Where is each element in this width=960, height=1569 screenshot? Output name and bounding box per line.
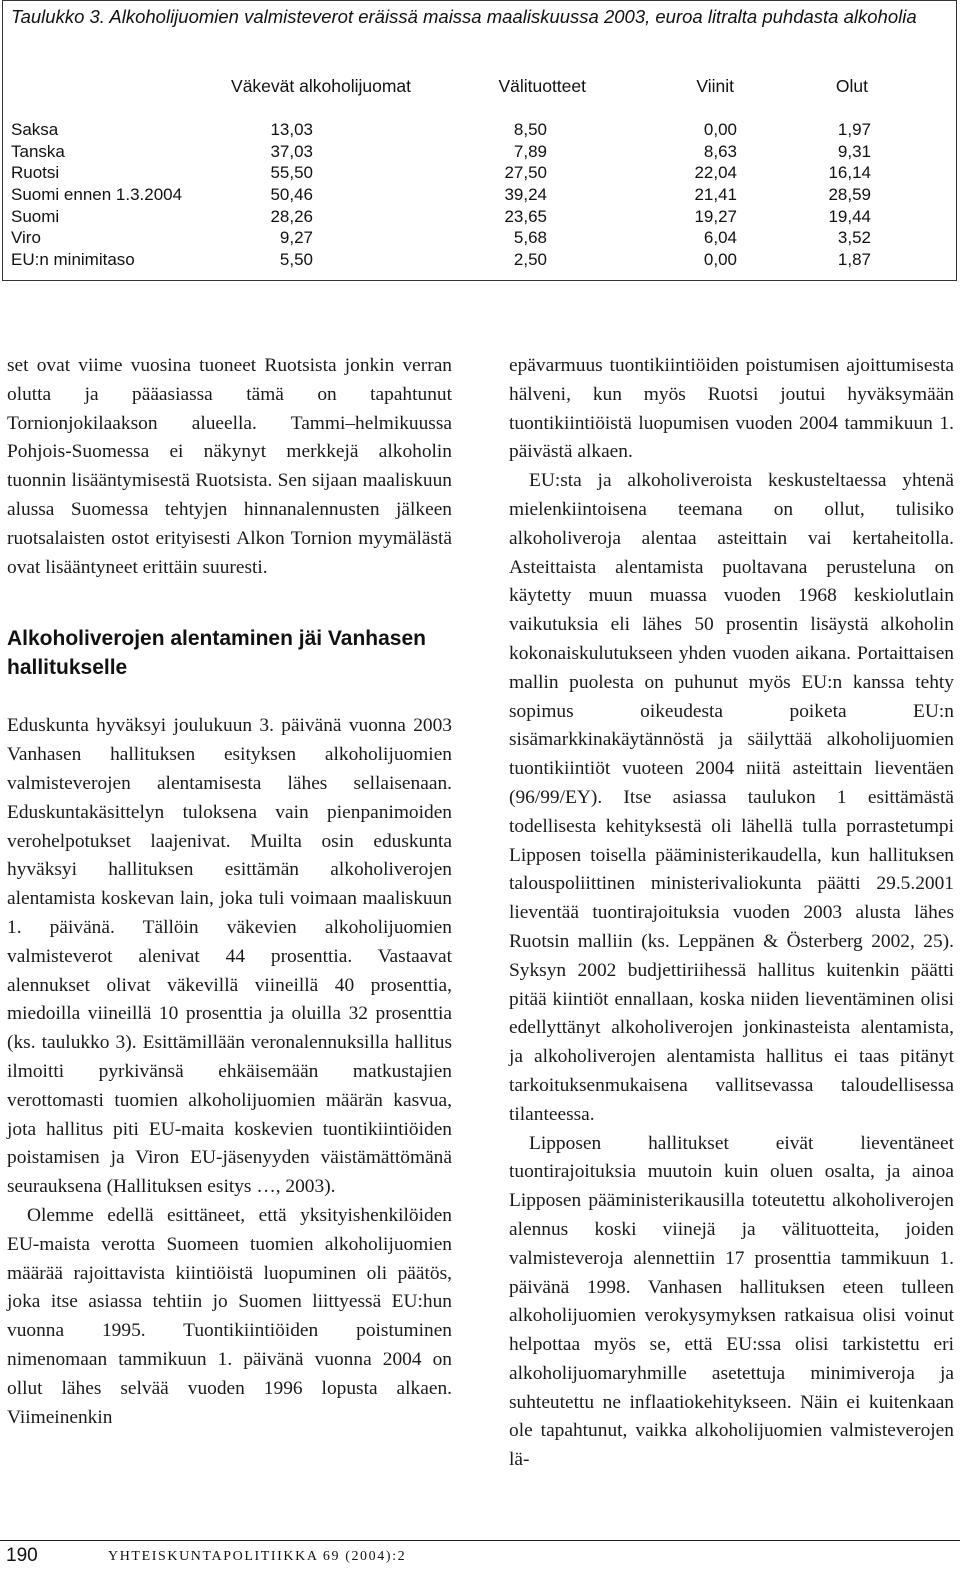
cell-value: 9,31	[837, 141, 871, 161]
cell-value: 5,50	[279, 250, 313, 270]
cell-value: 28,26	[270, 206, 313, 226]
table-box	[2, 0, 957, 281]
body-paragraph: EU:sta ja alkoholiveroista keskusteltaessa yhtenä mielenkiintoisena teemana on ollut, tulisiko alkoholiveroja alentaa asteittain vai kertaheitolla. Asteittaista alentamista puoltavana perusteluna on käytetty muun muassa vuoden 1968 keskiolutlain vaikutuksia eli lähes 50 prosentin lisäystä alkoholin kokonaiskulutukseen yhden vuoden aikana. Portaittaisen mallin puolesta on puhunut myös EU:n kanssa tehty sopimus oikeudesta poiketa EU:n sisämarkkinakäytännöstä ja säilyttää alkoholijuomien tuontikiintiöt vuoteen 2004 niitä asteittain lieventäen (96/99/EY). Itse asiassa taulukon 1 esittämästä todellisesta kehityksestä oli lähellä tulla porrastetumpi Lipposen toisella pääministerikaudella, kun hallituksen talouspoliittinen ministerivaliokunta päätti 29.5.2001 lieventää tuontirajoituksia vuoden 2003 alusta lähes Ruotsin malliin (ks. Leppänen & Österberg 2002, 25). Syksyn 2002 budjettiriihessä hallitus kuitenkin päätti pitää kiintiöt ennallaan, koska niiden lieventäminen olisi edellyttänyt alkoholiverojen jonkinasteista alentamista, ja alkoholiverojen alentamista hallitus ei taas pitänyt tarkoituksenmukaisena vallitsevassa taloudellisessa tilanteessa.	[509, 470, 954, 1125]
cell-value: 7,89	[513, 141, 547, 161]
cell-value: 19,27	[694, 206, 737, 226]
table-row	[11, 119, 951, 141]
cell-value: 3,52	[837, 228, 871, 248]
column-header-beer: Olut	[835, 76, 868, 96]
cell-value: 0,00	[703, 250, 737, 270]
cell-value: 8,50	[513, 120, 547, 139]
cell-value: 1,87	[837, 250, 871, 270]
cell-value: 39,24	[504, 185, 547, 205]
row-label: Tanska	[11, 141, 65, 161]
cell-value: 21,41	[694, 185, 737, 205]
cell-value: 27,50	[504, 163, 547, 183]
body-paragraph: Lipposen hallitukset eivät lieventäneet tuontirajoituksia muutoin kuin oluen osalta, ja ainoa Lipposen pääministerikausilla toteutettu alkoholiverojen alennus koski viinejä ja välituotteita, joiden valmisteveroja alennettiin 17 prosenttia tammikuun 1. päivänä 1998. Vanhasen hallituksen eteen tulleen alkoholijuomien verokysymyksen ratkaisua olisi voinut helpottaa myös se, että EU:ssa olisi tarkistettu eri alkoholijuomaryhmille asetettuja minimiveroja ja suhteutettu ne inflaatiokehitykseen. Näin ei kuitenkaan ole tapahtunut, vaikka alkoholijuomien valmisteverojen lä-	[509, 1132, 954, 1471]
column-header-wines: Viinit	[696, 76, 734, 96]
right-text-column	[509, 352, 954, 1475]
table-row	[11, 249, 951, 271]
body-paragraph: Olemme edellä esittäneet, että yksityishenkilöiden EU-maista verotta Suomeen tuomien alkoholijuomien määrää rajoittavista kiintiöistä luopuminen oli päätös, joka itse asiassa tehtiin jo Suomen liittyessä EU:hun vuonna 1995. Tuontikiintiöiden poistuminen nimenomaan tammikuun 1. päivänä vuonna 2004 on ollut lähes selvää vuoden 1996 lopusta alkaen. Viimeinenkin	[7, 1204, 452, 1428]
column-header-spirits: Väkevät alkoholijuomat	[231, 76, 411, 96]
cell-value: 16,14	[828, 163, 871, 183]
footer-divider	[0, 1540, 960, 1541]
cell-value: 6,04	[703, 228, 737, 248]
section-heading: Alkoholiverojen alentaminen jäi Vanhasen hallitukselle	[7, 627, 426, 680]
body-paragraph: set ovat viime vuosina tuoneet Ruotsista jonkin verran olutta ja pääasiassa tämä on tapahtunut Tornionjokilaakson alueella. Tammi–helmikuussa Pohjois-Suomessa ei näkynyt merkkejä alkoholin tuonnin lisääntymisestä Ruotsista. Sen sijaan maaliskuun alussa Suomessa tehtyjen hinnanalennusten jälkeen ruotsalaisten ostot erityisesti Alkon Tornion myymälästä ovat lisääntyneet erittäin suuresti.	[7, 355, 452, 578]
cell-value: 37,03	[270, 141, 313, 161]
column-header-intermediate: Välituotteet	[498, 76, 586, 96]
cell-value: 23,65	[504, 206, 547, 226]
body-paragraph: epävarmuus tuontikiintiöiden poistumisen ajoittumisesta hälveni, kun myös Ruotsi joutui hyväksymään tuontikiintiöistä luopumisen vuoden 2004 tammikuun 1. päivästä alkaen.	[509, 355, 954, 463]
table-row	[11, 206, 951, 228]
data-table	[11, 119, 951, 271]
journal-name: YHTEISKUNTAPOLITIIKKA 69 (2004):2	[108, 1549, 407, 1564]
cell-value: 9,27	[279, 228, 313, 248]
body-paragraph: Eduskunta hyväksyi joulukuun 3. päivänä vuonna 2003 Vanhasen hallituksen esityksen alkoholijuomien valmisteverojen alentamisesta lähes sellaisenaan. Eduskuntakäsittelyn tuloksena vain pienpanimoiden verohelpotukset laajenivat. Muilta osin eduskunta hyväksyi hallituksen esittämän alkoholiverojen alentamista koskevan lain, joka tuli voimaan maaliskuun 1. päivänä. Tällöin väkevien alkoholijuomien valmisteverot alenivat 44 prosenttia. Vastaavat alennukset olivat väkevillä viineillä 40 prosenttia, miedoilla viineillä 10 prosenttia ja oluilla 32 prosenttia (ks. taulukko 3). Esittämillään veronalennuksilla hallitus ilmoitti pyrkivänsä ehkäisemään matkustajien verottomasti tuomien alkoholijuomien määrän kasvua, jota hallitus piti EU-maita koskevien tuontikiintiöiden poistamisen ja Viron EU-jäsenyyden väistämättömänä seurauksena (Hallituksen esitys …, 2003).	[7, 715, 452, 1198]
table-row	[11, 141, 951, 163]
table-row	[11, 184, 951, 206]
cell-value: 0,00	[703, 120, 737, 139]
cell-value: 28,59	[828, 185, 871, 205]
table-caption: Taulukko 3. Alkoholijuomien valmisteverot eräissä maissa maaliskuussa 2003, euroa litralta puhdasta alkoholia	[11, 6, 917, 27]
cell-value: 2,50	[513, 250, 547, 270]
cell-value: 13,03	[270, 120, 313, 139]
row-label: Viro	[11, 228, 41, 248]
cell-value: 5,68	[513, 228, 547, 248]
cell-value: 1,97	[837, 120, 871, 139]
row-label: Saksa	[11, 120, 59, 139]
cell-value: 19,44	[828, 206, 871, 226]
page-number: 190	[6, 1545, 38, 1566]
row-label: Suomi	[11, 206, 60, 226]
table-row	[11, 162, 951, 184]
table-row	[11, 227, 951, 249]
row-label: EU:n minimitaso	[11, 250, 135, 270]
page-footer	[0, 1540, 960, 1569]
cell-value: 50,46	[270, 185, 313, 205]
cell-value: 22,04	[694, 163, 737, 183]
row-label: Suomi ennen 1.3.2004	[11, 185, 183, 205]
cell-value: 55,50	[270, 163, 313, 183]
row-label: Ruotsi	[11, 163, 60, 183]
left-text-column	[7, 352, 452, 1432]
cell-value: 8,63	[703, 141, 737, 161]
